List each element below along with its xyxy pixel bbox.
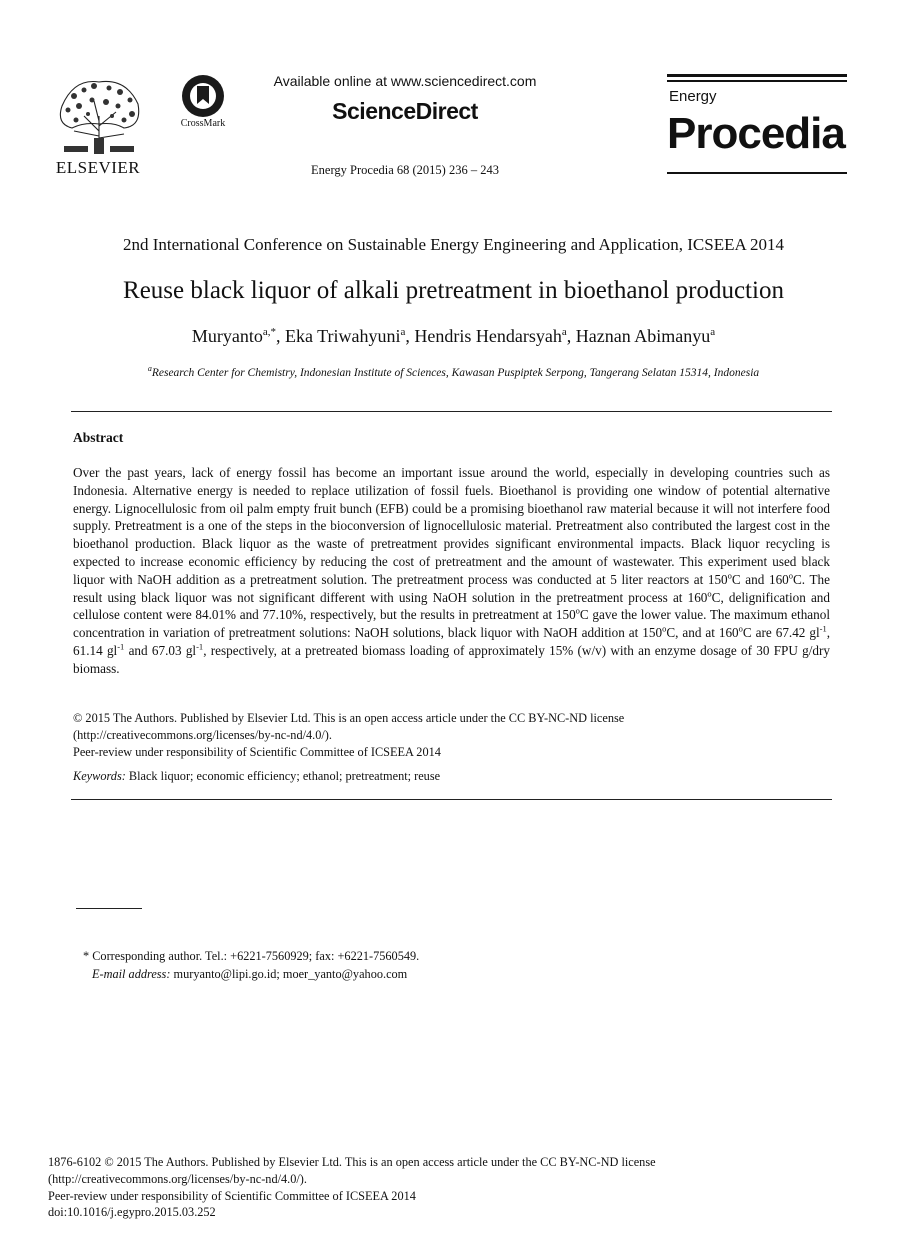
crossmark-label: CrossMark <box>180 118 226 129</box>
keywords-label: Keywords: <box>73 769 126 783</box>
corresponding-author: * Corresponding author. Tel.: +6221-7560929; fax: +6221-7560549. <box>83 949 420 963</box>
abstract-heading: Abstract <box>73 430 124 445</box>
logo-bottom-rule <box>667 172 847 174</box>
email-footnote <box>92 967 407 982</box>
author-affil-mark: a <box>710 326 716 338</box>
footer-doi[interactable]: doi:10.1016/j.egypro.2015.03.252 <box>48 1205 216 1220</box>
email-label: E-mail address: <box>92 967 171 981</box>
keywords-list: Black liquor; economic efficiency; ethanol; pretreatment; reuse <box>125 769 441 783</box>
author-affil-mark: a,* <box>262 326 276 338</box>
conference-name: 2nd International Conference on Sustainable Energy Engineering and Application, ICSEEA 2014 <box>122 235 785 254</box>
email-address[interactable]: muryanto@lipi.go.id; moer_yanto@yahoo.com <box>170 967 408 981</box>
journal-reference: Energy Procedia 68 (2015) 236 – 243 <box>311 163 499 177</box>
elsevier-tree-icon <box>54 76 144 156</box>
peer-review-line: Peer-review under responsibility of Scientific Committee of ICSEEA 2014 <box>73 745 441 759</box>
license-line: © 2015 The Authors. Published by Elsevier Ltd. This is an open access article under the CC BY-NC-ND license <box>73 711 625 725</box>
sciencedirect-brand: ScienceDirect <box>332 98 478 124</box>
footer-license-link[interactable]: (http://creativecommons.org/licenses/by-nc-nd/4.0/). <box>48 1171 307 1186</box>
license-block <box>73 710 830 761</box>
license-link[interactable]: (http://creativecommons.org/licenses/by-nc-nd/4.0/). <box>73 728 332 742</box>
journal-name-big: Procedia <box>667 109 845 158</box>
author-list: Muryanto$^{a,*}$, Eka Triwahyuni$^a$, Hendris Hendarsyah$^a$, Haznan Abimanyu$^a$ <box>191 326 716 346</box>
logo-top-rule-thin <box>667 80 847 82</box>
footer-issn-license: 1876-6102 © 2015 The Authors. Published by Elsevier Ltd. This is an open access article under the CC BY-NC-ND license <box>48 1155 656 1169</box>
elsevier-wordmark: ELSEVIER <box>55 158 141 177</box>
author-affil-mark: a <box>400 326 406 338</box>
footer-peer-review: Peer-review under responsibility of Scientific Committee of ICSEEA 2014 <box>48 1188 416 1203</box>
elsevier-logo <box>50 76 146 176</box>
author-name: Eka Triwahyuni <box>285 326 401 346</box>
available-online: Available online at www.sciencedirect.com <box>273 73 537 89</box>
keywords <box>73 769 830 784</box>
journal-name-small: Energy <box>669 88 717 105</box>
affiliation <box>30 364 877 379</box>
affiliation-text: Research Center for Chemistry, Indonesian Institute of Sciences, Kawasan Puspiptek Serpong, Tangerang Selatan 15314, Indonesia <box>151 366 760 379</box>
page-footer <box>48 1154 868 1221</box>
author-name: Muryanto <box>191 326 263 346</box>
divider-top <box>71 411 832 412</box>
logo-top-rule <box>667 74 847 77</box>
paper-title: Reuse black liquor of alkali pretreatment in bioethanol production <box>123 277 784 304</box>
divider-bottom <box>71 799 832 800</box>
author-name: Haznan Abimanyu <box>575 326 711 346</box>
energy-procedia-logo <box>667 74 847 178</box>
author-name: Hendris Hendarsyah <box>414 326 562 346</box>
affiliation-mark: a <box>147 364 152 373</box>
author-affil-mark: a <box>561 326 567 338</box>
footnote-rule <box>76 908 142 909</box>
abstract-text: Over the past years, lack of energy fossil has become an important issue around the world, especially in developing countries such as Indonesia. Alternative energy is needed to replace utilization of fossil fuels. Bioethanol is providing one window of potential alternative energy. Lignocellulosic from oil palm empty fruit bunch (EFB) could be a promising bioethanol raw material because it will not interfere food supply. Pretreatment is a one of the steps in the bioconversion of lignocellulosic material. Pretreatment also contributed the largest cost in the bioethanol production. Black liquor as the waste of pretreatment provides significant environmental impacts. Black liquor recycling is expected to increase economic efficiency by reducing the cost of pretreatment and the amount of wastewater. This experiment used black liquor with NaOH addition as a pretreatment solution. The pretreatment process was conducted at 5 liter reactors at 150$^o$C and 160$^o$C. The result using black liquor was not significant different with using NaOH solution in the pretreatment process at 160$^o$C, delignification and cellulose content were 84.01% and 77.10%, respectively, but the results in pretreatment at 150$^o$C gave the lower value. The maximum ethanol concentration in variation of pretreatment solutions: NaOH solutions, black liquor with NaOH addition at 150$^o$C, and at 160$^o$C are 67.42 $gl^{-1}$, 61.14 $gl^{-1}$ and 67.03 $gl^{-1}$, respectively, at a pretreated biomass loading of approximately 15% (w/v) with an enzyme dosage of 30 FPU g/dry biomass. <box>73 465 831 676</box>
